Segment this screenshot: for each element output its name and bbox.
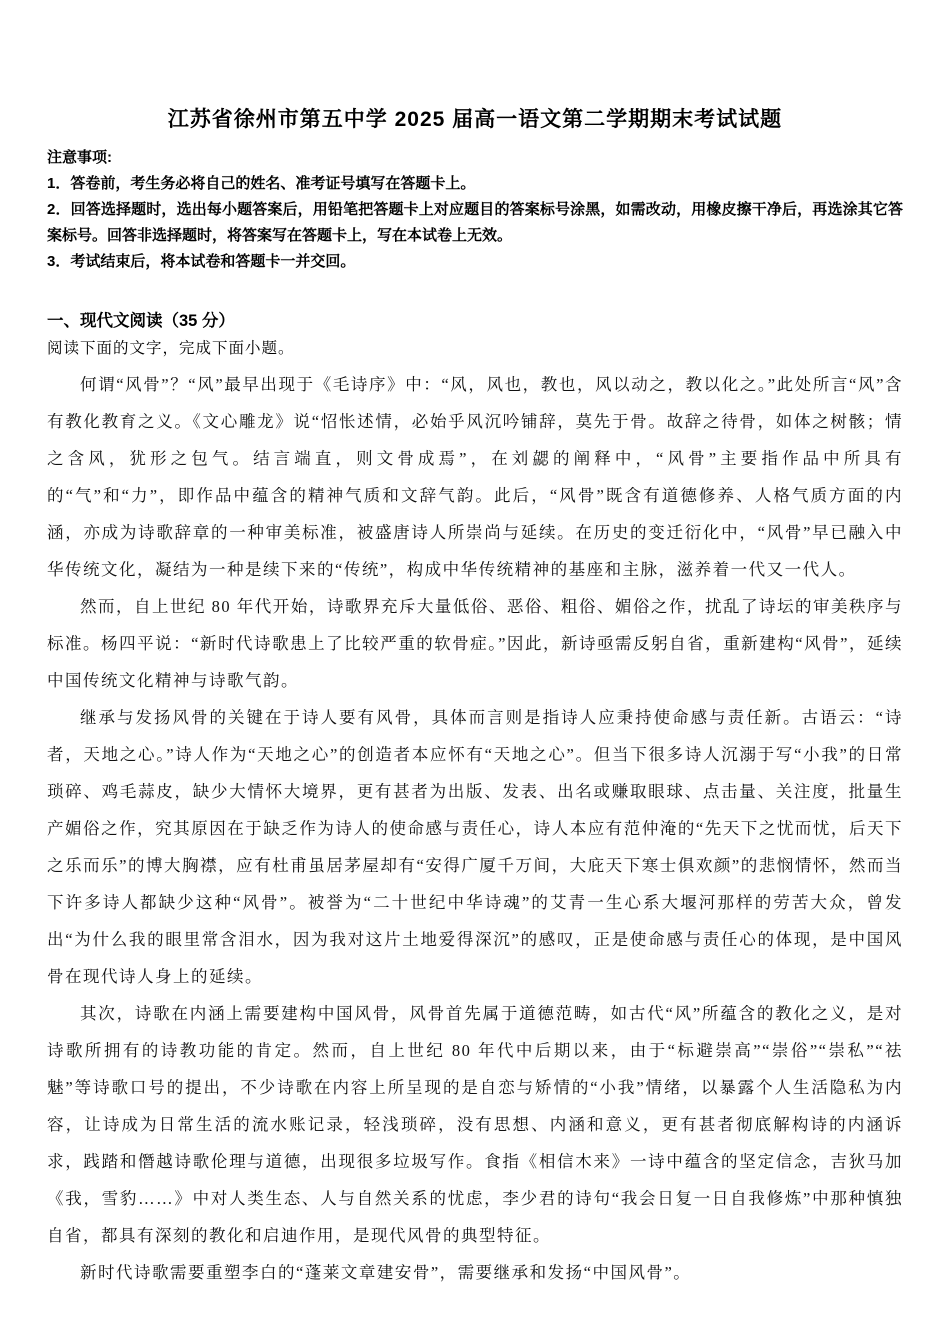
- reading-passage: [47, 366, 903, 1291]
- page-title: 江苏省徐州市第五中学 2025 届高一语文第二学期期末考试试题: [167, 108, 783, 131]
- notice-item-2: 2．回答选择题时，选出每小题答案后，用铅笔把答题卡上对应题目的答案标号涂黑，如需改动，用橡皮擦干净后，再选涂其它答案标号。回答非选择题时，将答案写在答题卡上，写在本试卷上无效。: [47, 201, 903, 244]
- notice-item-3: 3．考试结束后，将本试卷和答题卡一并交回。: [47, 253, 356, 270]
- notice-section: [47, 145, 903, 275]
- section-heading-modern-reading: 一、现代文阅读（35 分）: [47, 312, 235, 330]
- passage-paragraph-2: 然而，自上世纪 80 年代开始，诗歌界充斥大量低俗、恶俗、粗俗、媚俗之作，扰乱了诗坛的审美秩序与标准。杨四平说：“新时代诗歌患上了比较严重的软骨症。”因此，新诗亟需反躬自省，重新建构“风骨”，延续中国传统文化精神与诗歌气韵。: [47, 597, 903, 690]
- notice-heading: 注意事项:: [47, 149, 112, 166]
- passage-paragraph-3: 继承与发扬风骨的关键在于诗人要有风骨，具体而言则是指诗人应秉持使命感与责任新。古语云：“诗者，天地之心。”诗人作为“天地之心”的创造者本应怀有“天地之心”。但当下很多诗人沉溺于写“小我”的日常琐碎、鸡毛蒜皮，缺少大情怀大境界，更有甚者为出版、发表、出名或赚取眼球、点击量、关注度，批量生产媚俗之作，究其原因在于缺乏作为诗人的使命感与责任心，诗人本应有范仲淹的“先天下之忧而忧，后天下之乐而乐”的博大胸襟，应有杜甫虽居茅屋却有“安得广厦千万间，大庇天下寒士俱欢颜”的悲悯情怀，然而当下许多诗人都缺少这种“风骨”。被誉为“二十世纪中华诗魂”的艾青一生心系大堰河那样的劳苦大众，曾发出“为什么我的眼里常含泪水，因为我对这片土地爱得深沉”的感叹，正是使命感与责任心的体现，是中国风骨在现代诗人身上的延续。: [47, 708, 903, 986]
- passage-paragraph-4: 其次，诗歌在内涵上需要建构中国风骨，风骨首先属于道德范畴，如古代“风”所蕴含的教化之义，是对诗歌所拥有的诗教功能的肯定。然而，自上世纪 80 年代中后期以来，由于“标避崇高”“崇俗”“崇私”“祛魅”等诗歌口号的提出，不少诗歌在内容上所呈现的是自恋与矫情的“小我”情绪，以暴露个人生活隐私为内容，让诗成为日常生活的流水账记录，轻浅琐碎，没有思想、内涵和意义，更有甚者彻底解构诗的内涵诉求，践踏和僭越诗歌伦理与道德，出现很多垃圾写作。食指《相信木来》一诗中蕴含的坚定信念，吉狄马加《我，雪豹……》中对人类生态、人与自然关系的忧虑，李少君的诗句“我会日复一日自我修炼”中那种慎独自省，都具有深刻的教化和启迪作用，是现代风骨的典型特征。: [47, 1004, 903, 1245]
- section-intro: 阅读下面的文字，完成下面小题。: [47, 340, 295, 357]
- passage-paragraph-5: 新时代诗歌需要重塑李白的“蓬莱文章建安骨”，需要继承和发扬“中国风骨”。: [80, 1263, 692, 1282]
- notice-item-1: 1．答卷前，考生务必将自己的姓名、准考证号填写在答题卡上。: [47, 175, 476, 192]
- passage-paragraph-1: 何谓“风骨”？“风”最早出现于《毛诗序》中：“风，风也，教也，风以动之，教以化之。”此处所言“风”含有教化教育之义。《文心雕龙》说“怊怅述情，必始乎风沉吟铺辞，莫先于骨。故辞之待骨，如体之树骸；情之含风，犹形之包气。结言端直，则文骨成焉”，在刘勰的阐释中，“风骨”主要指作品中所具有的“气”和“力”，即作品中蕴含的精神气质和文辞气韵。此后，“风骨”既含有道德修养、人格气质方面的内涵，亦成为诗歌辞章的一种审美标准，被盛唐诗人所崇尚与延续。在历史的变迁衍化中，“风骨”早已融入中华传统文化，凝结为一种是续下来的“传统”，构成中华传统精神的基座和主脉，滋养着一代又一代人。: [47, 375, 903, 579]
